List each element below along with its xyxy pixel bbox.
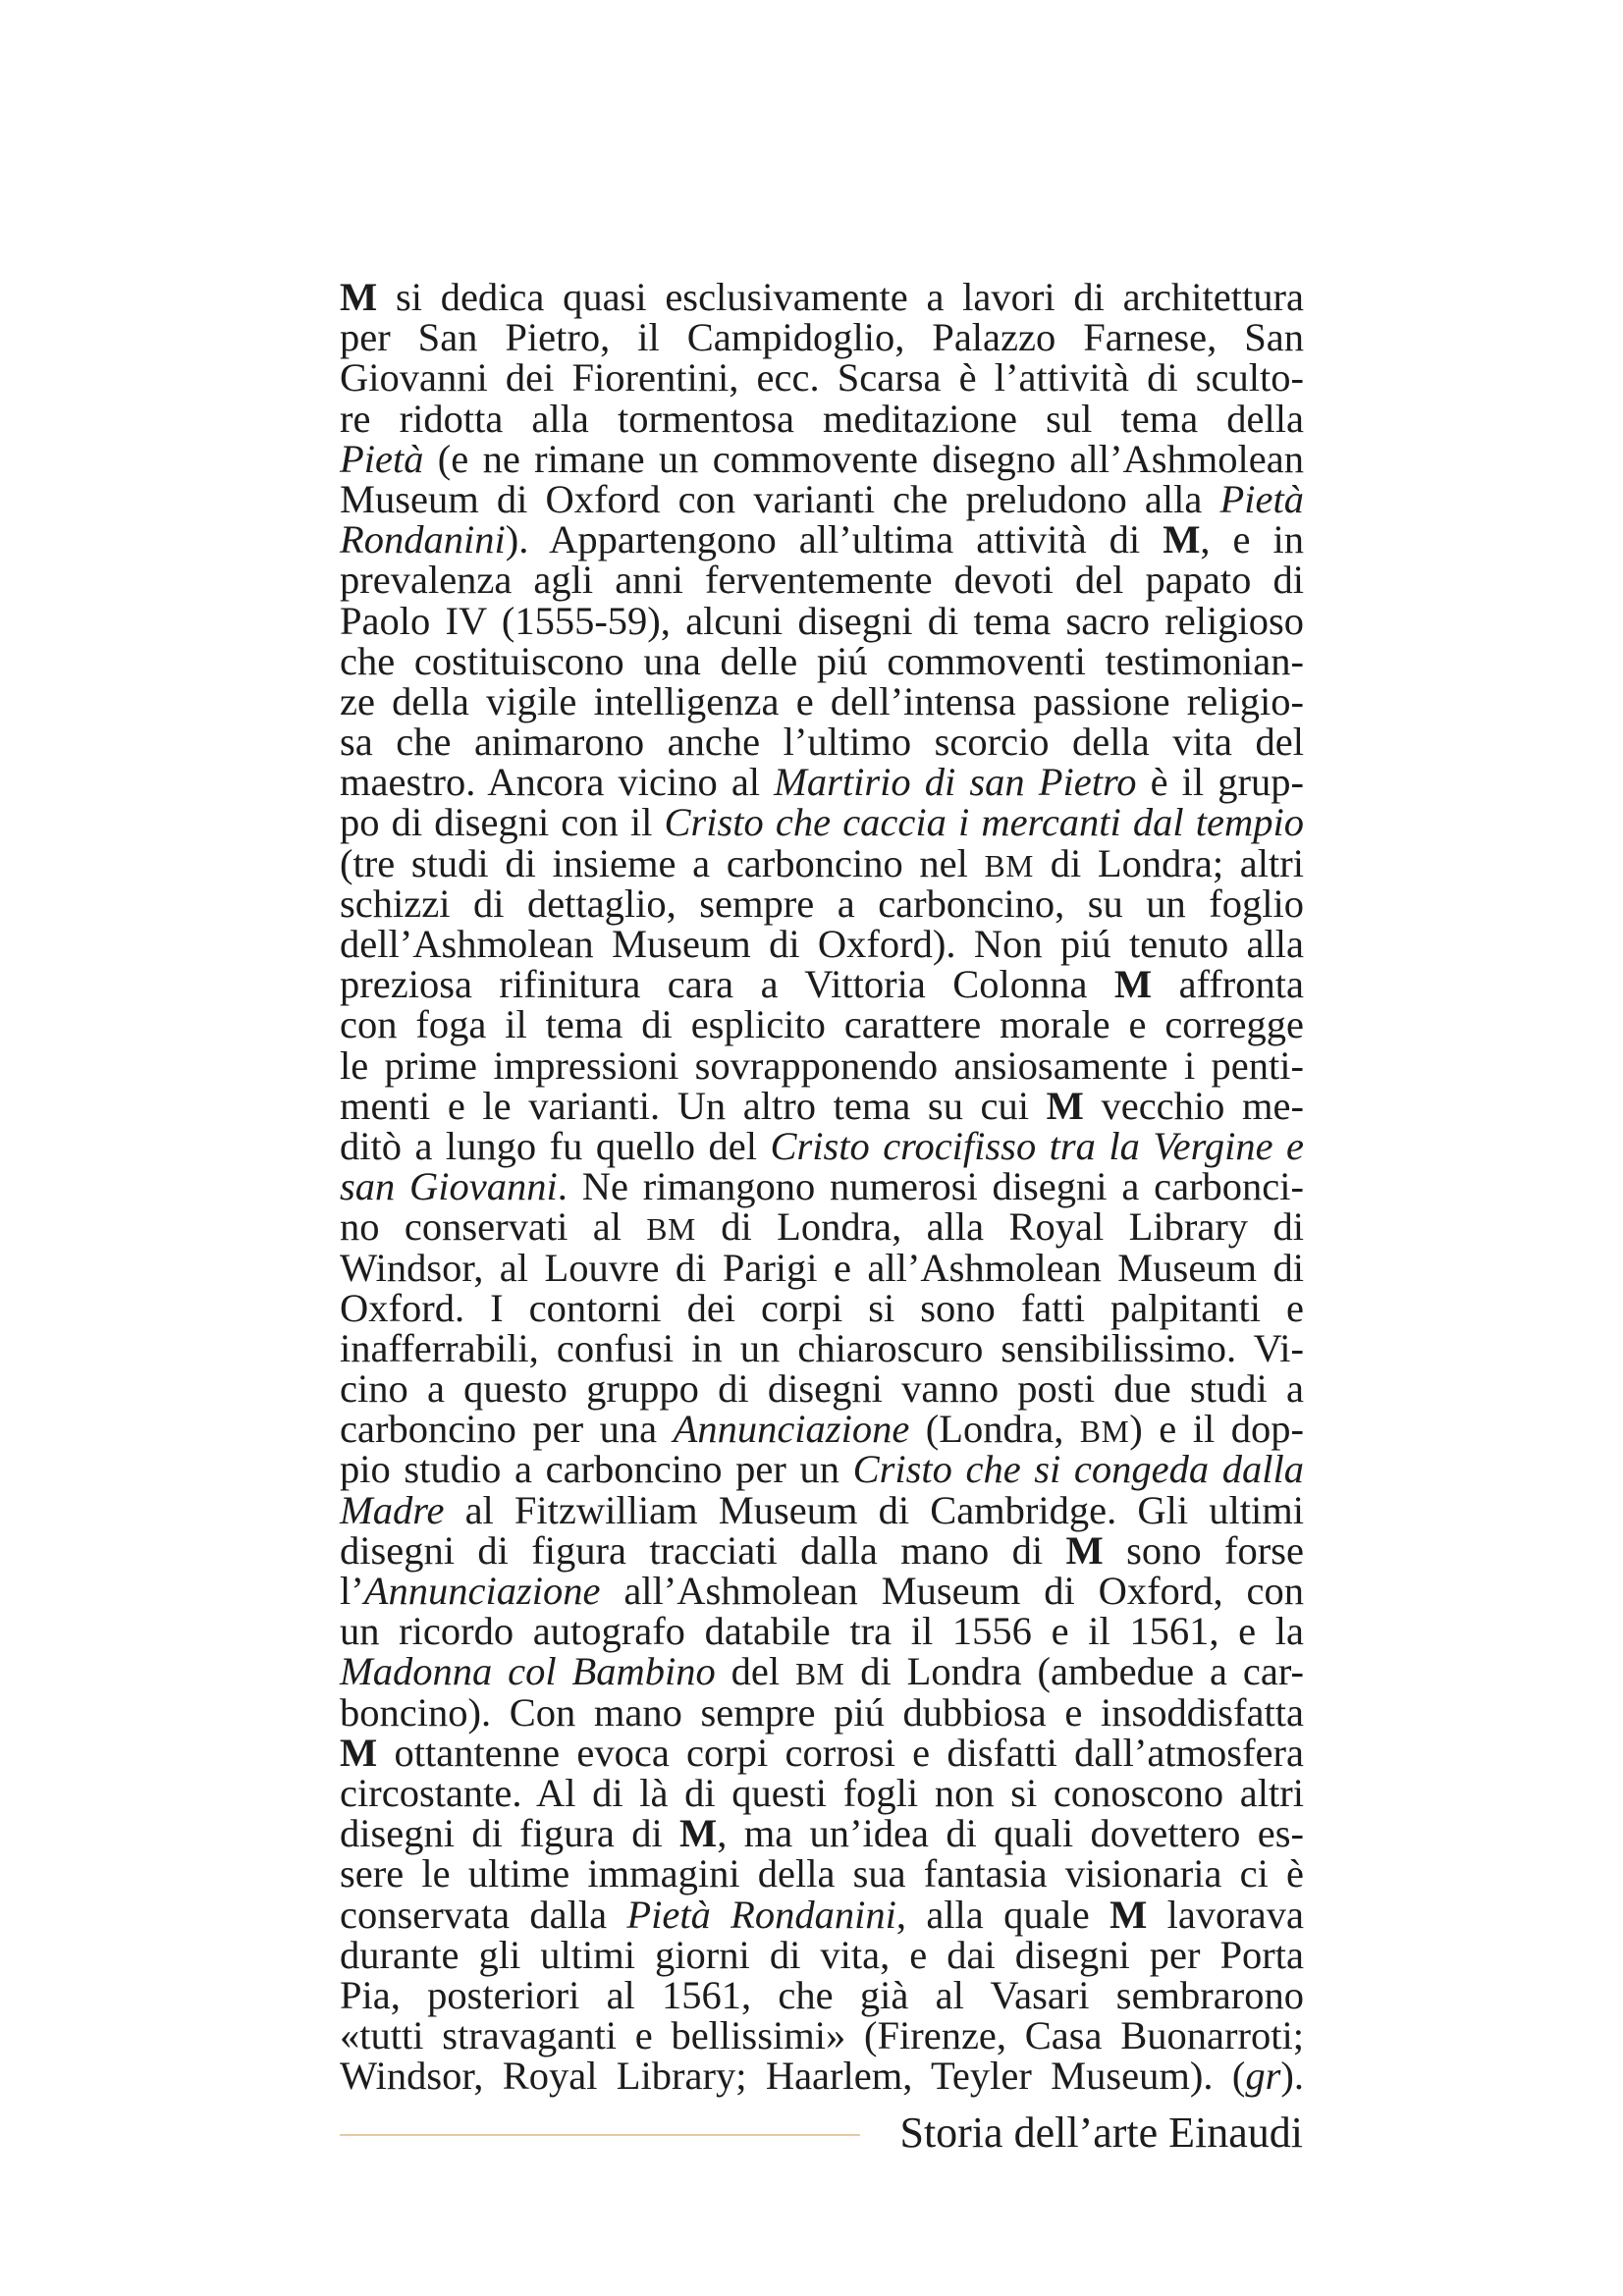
text-segment: Pietà bbox=[1219, 476, 1304, 521]
text-segment: no conservati al bbox=[340, 1204, 647, 1250]
text-segment: disegni di figura tracciati dalla mano di bbox=[340, 1527, 1066, 1573]
text-segment: boncino). Con mano sempre piú dubbiosa e insoddisfatta bbox=[340, 1689, 1304, 1735]
text-line bbox=[340, 1609, 1304, 1654]
text-segment: Giovanni dei Fiorentini, ecc. Scarsa è l’attività di sculto- bbox=[340, 355, 1304, 400]
text-line bbox=[340, 1245, 1304, 1290]
text-line bbox=[340, 357, 1304, 398]
text-segment: all’Ashmolean Museum di Oxford, con bbox=[600, 1569, 1304, 1613]
text-segment: re ridotta alla tormentosa meditazione sul tema della bbox=[340, 396, 1304, 441]
text-line bbox=[340, 1487, 1304, 1532]
text-line bbox=[340, 396, 1304, 441]
text-segment: al Fitzwilliam Museum di Cambridge. Gli ultimi bbox=[444, 1487, 1304, 1532]
text-line bbox=[340, 436, 1304, 481]
text-line bbox=[340, 558, 1304, 603]
text-line bbox=[340, 2015, 1304, 2056]
text-segment: maestro. Ancora vicino al bbox=[340, 760, 775, 805]
text-line bbox=[340, 1649, 1304, 1694]
text-line bbox=[340, 883, 1304, 924]
text-segment: Windsor, al Louvre di Parigi e all’Ashmolean Museum di bbox=[340, 1245, 1304, 1290]
text-segment: san Giovanni bbox=[340, 1164, 558, 1209]
text-line bbox=[340, 1892, 1304, 1937]
text-segment: ottantenne evoca corpi corrosi e disfatti dall’atmosfera bbox=[377, 1730, 1304, 1775]
text-line bbox=[340, 840, 1304, 885]
text-line bbox=[340, 638, 1304, 683]
text-line bbox=[340, 1770, 1304, 1815]
text-segment: con foga il tema di esplicito carattere morale e corregge bbox=[340, 1002, 1304, 1047]
text-segment: per San Pietro, il Campidoglio, Palazzo Farnese, San bbox=[340, 315, 1304, 360]
text-segment: del bbox=[715, 1649, 795, 1694]
text-segment: Cristo che caccia i mercanti dal tempio bbox=[664, 800, 1304, 845]
text-line bbox=[340, 1042, 1304, 1088]
text-segment: BM bbox=[794, 1657, 845, 1692]
footer-title: Storia dell’arte Einaudi bbox=[899, 2109, 1303, 2157]
text-line bbox=[340, 1571, 1304, 1611]
text-line bbox=[340, 1002, 1304, 1047]
text-segment: . Ne rimangono numerosi disegni a carbonci- bbox=[557, 1164, 1304, 1209]
text-segment: ditò a lungo fu quello del bbox=[340, 1123, 771, 1168]
text-segment: di Londra, alla Royal Library di bbox=[695, 1204, 1304, 1250]
text-segment: (Londra, bbox=[909, 1407, 1080, 1452]
text-line bbox=[340, 1689, 1304, 1735]
text-line bbox=[340, 1447, 1305, 1492]
text-segment: , ma un’idea di quali dovettero es- bbox=[717, 1811, 1304, 1856]
text-segment: M bbox=[340, 275, 378, 319]
text-segment: disegni di figura di bbox=[340, 1811, 680, 1856]
footer-rule bbox=[340, 2134, 860, 2136]
text-line bbox=[340, 1407, 1304, 1452]
text-segment: Annunciazione bbox=[673, 1407, 910, 1452]
text-segment: Pietà Rondanini bbox=[626, 1892, 896, 1937]
text-segment: po di disegni con il bbox=[340, 800, 665, 845]
text-segment: sere le ultime immagini della sua fantasia visionaria ci è bbox=[340, 1851, 1304, 1896]
text-line bbox=[340, 1730, 1304, 1775]
text-segment: è il grup- bbox=[1136, 760, 1304, 805]
text-segment: Martirio di san Pietro bbox=[774, 760, 1137, 805]
text-segment: di Londra; altri bbox=[1034, 840, 1304, 885]
text-segment: che costituiscono una delle piú commoventi testimonian- bbox=[340, 638, 1304, 683]
text-segment: M bbox=[679, 1811, 718, 1856]
text-line bbox=[340, 277, 1304, 317]
text-line bbox=[340, 2054, 1304, 2099]
text-segment: di Londra (ambedue a car- bbox=[844, 1649, 1304, 1694]
text-segment: circostante. Al di là di questi fogli non si conoscono altri bbox=[340, 1770, 1304, 1815]
text-line bbox=[340, 1811, 1304, 1856]
text-line bbox=[340, 1083, 1304, 1128]
text-segment: Pia, posteriori al 1561, che già al Vasari sembrarono bbox=[340, 1972, 1304, 2017]
text-line bbox=[340, 315, 1304, 360]
text-segment: un ricordo autografo databile tra il 1556 e il 1561, e la bbox=[340, 1609, 1304, 1654]
text-segment: lavorava bbox=[1147, 1892, 1304, 1937]
text-segment: , e in bbox=[1200, 517, 1305, 562]
text-segment: inafferrabili, confusi in un chiaroscuro sensibilissimo. Vi- bbox=[340, 1325, 1304, 1370]
text-segment: dell’Ashmolean Museum di Oxford). Non piú tenuto alla bbox=[340, 922, 1304, 966]
text-segment: prevalenza agli anni ferventemente devoti del papato di bbox=[340, 558, 1304, 603]
text-segment: si dedica quasi esclusivamente a lavori di architettura bbox=[377, 275, 1304, 319]
text-line bbox=[340, 598, 1304, 643]
text-segment: ) e il dop- bbox=[1129, 1407, 1304, 1452]
text-segment: vecchio me- bbox=[1083, 1083, 1304, 1128]
text-segment: Cristo che si congeda dalla bbox=[852, 1447, 1305, 1492]
text-segment: M bbox=[1046, 1083, 1084, 1128]
text-segment: ). Appartengono all’ultima attività di bbox=[505, 517, 1163, 562]
text-line bbox=[340, 519, 1304, 560]
text-segment: BM bbox=[984, 848, 1035, 883]
text-segment: Madonna col Bambino bbox=[340, 1649, 716, 1694]
text-segment: menti e le varianti. Un altro tema su cui bbox=[340, 1083, 1047, 1128]
text-line bbox=[340, 1164, 1304, 1209]
text-segment: le prime impressioni sovrapponendo ansiosamente i penti- bbox=[340, 1042, 1304, 1088]
text-segment: Cristo crocifisso tra la Vergine e bbox=[770, 1123, 1304, 1168]
text-segment: (tre studi di insieme a carboncino nel bbox=[340, 840, 985, 885]
text-line bbox=[340, 1204, 1304, 1250]
text-segment: , alla quale bbox=[895, 1892, 1110, 1937]
text-segment: l’ bbox=[340, 1569, 364, 1613]
text-segment: Annunciazione bbox=[363, 1569, 601, 1613]
text-line bbox=[340, 1366, 1304, 1412]
text-line bbox=[340, 1972, 1304, 2017]
text-segment: affronta bbox=[1152, 962, 1305, 1007]
text-segment: M bbox=[1113, 962, 1153, 1007]
text-line bbox=[340, 1123, 1304, 1168]
text-segment: Madre bbox=[340, 1487, 445, 1532]
text-line bbox=[340, 924, 1304, 964]
text-line bbox=[340, 1932, 1304, 1977]
text-line bbox=[340, 760, 1304, 805]
text-segment: sono forse bbox=[1103, 1527, 1304, 1573]
text-line bbox=[340, 720, 1304, 765]
text-segment: «tutti stravaganti e bellissimi» (Firenze, Casa Buonarroti; bbox=[340, 2013, 1304, 2058]
text-segment: Paolo IV (1555-59), alcuni disegni di tema sacro religioso bbox=[340, 598, 1304, 643]
body-text bbox=[340, 275, 1305, 2099]
text-line bbox=[340, 962, 1305, 1007]
text-segment: conservata dalla bbox=[340, 1892, 627, 1937]
text-line bbox=[340, 1285, 1304, 1330]
text-segment: ). bbox=[1280, 2054, 1304, 2099]
text-segment: Museum di Oxford con varianti che preludono alla bbox=[340, 476, 1220, 521]
text-segment: cino a questo gruppo di disegni vanno posti due studi a bbox=[340, 1366, 1304, 1412]
text-segment: Oxford. I contorni dei corpi si sono fatti palpitanti e bbox=[340, 1285, 1304, 1330]
text-line bbox=[340, 476, 1304, 521]
text-segment: carboncino per una bbox=[340, 1407, 674, 1452]
text-line bbox=[340, 1527, 1304, 1573]
text-segment: sa che animarono anche l’ultimo scorcio della vita del bbox=[340, 720, 1304, 765]
text-segment: M bbox=[340, 1730, 378, 1775]
text-segment: M bbox=[1163, 517, 1201, 562]
text-line bbox=[340, 800, 1304, 845]
text-segment: BM bbox=[646, 1212, 696, 1248]
text-segment: gr bbox=[1245, 2054, 1281, 2099]
text-segment: BM bbox=[1079, 1415, 1130, 1450]
text-segment: Pietà bbox=[340, 436, 424, 481]
text-segment: Windsor, Royal Library; Haarlem, Teyler Museum). ( bbox=[340, 2054, 1246, 2099]
text-line bbox=[340, 1325, 1304, 1370]
text-segment: (e ne rimane un commovente disegno all’Ashmolean bbox=[423, 436, 1304, 481]
text-segment: durante gli ultimi giorni di vita, e dai disegni per Porta bbox=[340, 1932, 1304, 1977]
text-segment: M bbox=[1109, 1892, 1148, 1937]
text-line bbox=[340, 1853, 1304, 1894]
text-segment: M bbox=[1065, 1527, 1104, 1573]
text-segment: schizzi di dettaglio, sempre a carboncino, su un foglio bbox=[340, 881, 1304, 926]
text-segment: Rondanini bbox=[340, 517, 506, 562]
text-segment: pio studio a carboncino per un bbox=[340, 1447, 853, 1492]
text-segment: ze della vigile intelligenza e dell’intensa passione religio- bbox=[340, 678, 1304, 723]
text-segment: preziosa rifinitura cara a Vittoria Colonna bbox=[340, 962, 1114, 1007]
text-line bbox=[340, 678, 1304, 723]
